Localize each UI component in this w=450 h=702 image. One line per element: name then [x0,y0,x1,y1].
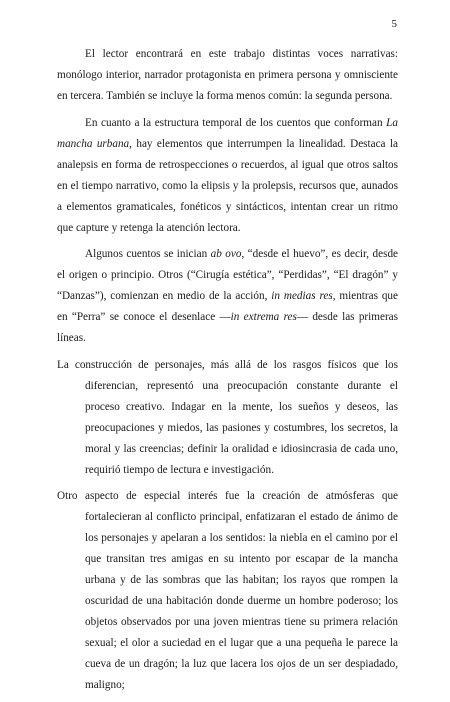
italic-text: in extrema res [230,311,297,323]
paragraph [57,244,398,349]
paragraph-text: , “desde el huevo”, es decir, desde el origen o principio. Otros (“Cirugía estética”, “Perdidas”, “El dragón” y “Danzas”), comienzan en medio de la acción, [57,248,399,302]
paragraph-text: El lector encontrará en este trabajo distintas voces narrativas: monólogo interior, narrador protagonista en primera persona y omnisciente en tercera. También se incluye la forma menos común: la segunda persona. [57,48,398,102]
paragraph [57,486,398,696]
paragraph [57,113,398,239]
paragraph-text: Otro aspecto de especial interés fue la creación de atmósferas que fortalecieran al conflicto principal, enfatizaran el estado de ánimo de los personajes y apelaran a los sentidos: la niebla en el camino por el que transitan tres amigas en su intento por escapar de la mancha urbana y de las sombras que las habitan; los rayos que rompen la oscuridad de una habitación donde duerme un hombre poderoso; los objetos observados por una joven mientras tiene su primera relación sexual; el olor a suciedad en el lugar que a una pequeña le parece la cueva de un dragón; la luz que lacera los ojos de un ser despiadado, maligno; [57,490,398,691]
italic-text: in medias res [271,290,333,302]
paragraph-text: , hay elementos que interrumpen la linealidad. Destaca la analepsis en forma de retrospecciones o recuerdos, al igual que otros saltos en el tiempo narrativo, como la elipsis y la prolepsis, recursos que, aunados a elementos gramaticales, fonéticos y sintácticos, intentan crear un ritmo que capture y retenga la atención lectora. [57,137,398,234]
paragraph-text: En cuanto a la estructura temporal de los cuentos que conforman [85,116,387,129]
paragraph-text: , mientras que en “Perra” se conoce el desenlace — [57,290,398,323]
page-number: 5 [391,18,397,30]
paragraph-text: La construcción de personajes, más allá de los rasgos físicos que los diferencian, representó una preocupación constante durante el proceso creativo. Indagar en la mente, los sueños y deseos, las preocupaciones y miedos, las pasiones y costumbres, los secretos, la moral y las creencias; definir la oralidad e idiosincrasia de cada uno, requirió tiempo de lectura e investigación. [57,358,398,476]
paragraph [57,44,398,107]
paragraph [57,355,398,481]
paragraph-text: — desde las primeras líneas. [57,311,398,344]
italic-text: ab ovo [210,248,242,260]
italic-text: La mancha urbana [57,116,398,150]
paragraph-text: Algunos cuentos se inician [85,248,211,260]
body-text [57,44,398,702]
